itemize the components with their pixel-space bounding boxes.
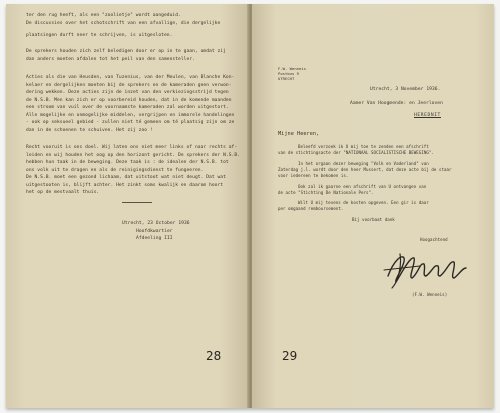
right-para-3	[278, 184, 426, 196]
sender-block	[278, 66, 306, 81]
sign-label: Hoogachtend	[420, 237, 448, 242]
text-line: De N.S.B. moet een gezond lichaam, dat uitstoot wat niet deugt. Dat wat	[26, 175, 226, 180]
text-line: hebben hun taak in de beweging. Deze taak is : de idealen der N.S.B. tot	[26, 160, 229, 165]
sender-line: UTRECHT	[278, 76, 295, 81]
text-line: Beleefd verzoek ik U mij toe te zenden een afschrift	[298, 144, 429, 149]
right-para-4	[278, 200, 429, 212]
left-para-3	[26, 74, 234, 134]
book-spread	[6, 4, 494, 408]
handwritten-signature	[380, 246, 470, 290]
text-line: de N.S.B. Men kan zich er op voorbereid houden, dat in de komende maanden	[26, 97, 232, 103]
text-line: dan anders moeten afdalen tot het peil van den samensteller.	[26, 56, 195, 62]
text-line: kelaer en dergelijken moeten bij de sprekers en de kameraden geen verwon-	[26, 82, 232, 88]
page-number-left: 28	[206, 349, 222, 363]
divider	[122, 202, 152, 203]
text-line: Zaterdag j.l. wordt door den heer Mussert, dat deze acte bij de staar	[278, 167, 452, 172]
text-line: de acte "Stichting De Nationale Pers".	[278, 190, 374, 195]
text-line: dan in de schoenen te schuiven. Het zij zoo !	[26, 127, 153, 133]
text-line: De discussies over het schotschrift van een afvallige, die dergelijke	[26, 20, 221, 26]
left-page	[6, 4, 249, 408]
letter-heading: HEREDNIT	[414, 113, 441, 118]
left-para-4	[26, 144, 240, 197]
closing-dept: Afdeeling III	[136, 236, 173, 241]
text-line: Ook zal ik gaarne een afschrift van U ontvangen van	[298, 184, 427, 189]
text-line: - ook op seksueel gebied - zullen niet té gemeen om té plaatsig zijn om ze	[26, 120, 235, 125]
left-closing	[122, 220, 190, 243]
text-line: Alle mogelijke en onmogelijke middelen, vergrijpen en immorele handelingen	[26, 112, 235, 118]
text-line: ter den rug heeft, als een "zoolietje" wordt aangeduid.	[26, 13, 181, 18]
text-line: ons volk uit te dragen en als de reinigingsdienst te fungeeren.	[26, 167, 204, 173]
text-line: dering wekken. Deze acties zijn de inzet van den verkiezingsstrijd tegen	[26, 90, 229, 95]
letter-addressee: Aamer Van Hoogmende: en Jeerloven	[350, 101, 443, 106]
closing-date: Utrecht, 23 October 1936	[122, 221, 190, 226]
letter-closing: Bij voorbaat dank	[352, 217, 395, 222]
text-line: In het orgaan dezer beweging "Volk en Vaderland" van	[298, 161, 429, 166]
text-line: De sprekers houden zich zelf beledigen door er op in te gaan, omdat zij	[26, 49, 226, 54]
text-line: Recht vooruit is ons doel. Wij laten ons niet meer links of naar rechts af-	[26, 145, 238, 150]
text-line: het op de mestvaalt thuis.	[26, 190, 100, 195]
text-line: van de stichtingsacte der "NATIONAAL SOCIALISTISCHE BEWEGING".	[278, 150, 434, 155]
text-line: per omgaand remboursement.	[278, 206, 344, 211]
sender-line: F.W. Wenneis	[278, 66, 307, 71]
closing-office: Hoofdkwartier	[136, 228, 173, 234]
left-para-2	[26, 48, 226, 63]
salutation: Mijne Heeren,	[278, 131, 320, 137]
text-line: Acties als die van Heusden, van Tuzenius, van der Meulen, van Blanche Kon-	[26, 75, 235, 80]
right-para-1	[278, 144, 434, 156]
text-line: leiden en wij houden het oog op den horizont gericht. De sprekers der N.S.B.	[26, 152, 240, 158]
right-para-2	[278, 161, 452, 179]
left-para-1	[26, 12, 220, 40]
text-line: Wilt U mij tevens de kosten opgeven. Een gir is daar	[298, 200, 429, 205]
text-line: voor iedereen te bekomen is.	[278, 173, 349, 178]
right-page	[252, 4, 494, 408]
text-line: plaatsingen durft neer te schrijven, is uitgesloten.	[26, 33, 173, 38]
text-line: een stroom van vuil over de voornaamste kameraden zal worden uitgestort.	[26, 105, 229, 110]
sender-line: Postbus 9	[278, 71, 300, 76]
signature-name: (F.W. Wenneis)	[412, 292, 448, 297]
letter-date: Utrecht, 3 November 1936.	[370, 87, 441, 92]
page-number-right: 29	[282, 349, 298, 363]
text-line: uitgestooten is, blijft achter. Het zinkt soms kwalijk en daarom hoort	[26, 182, 224, 188]
